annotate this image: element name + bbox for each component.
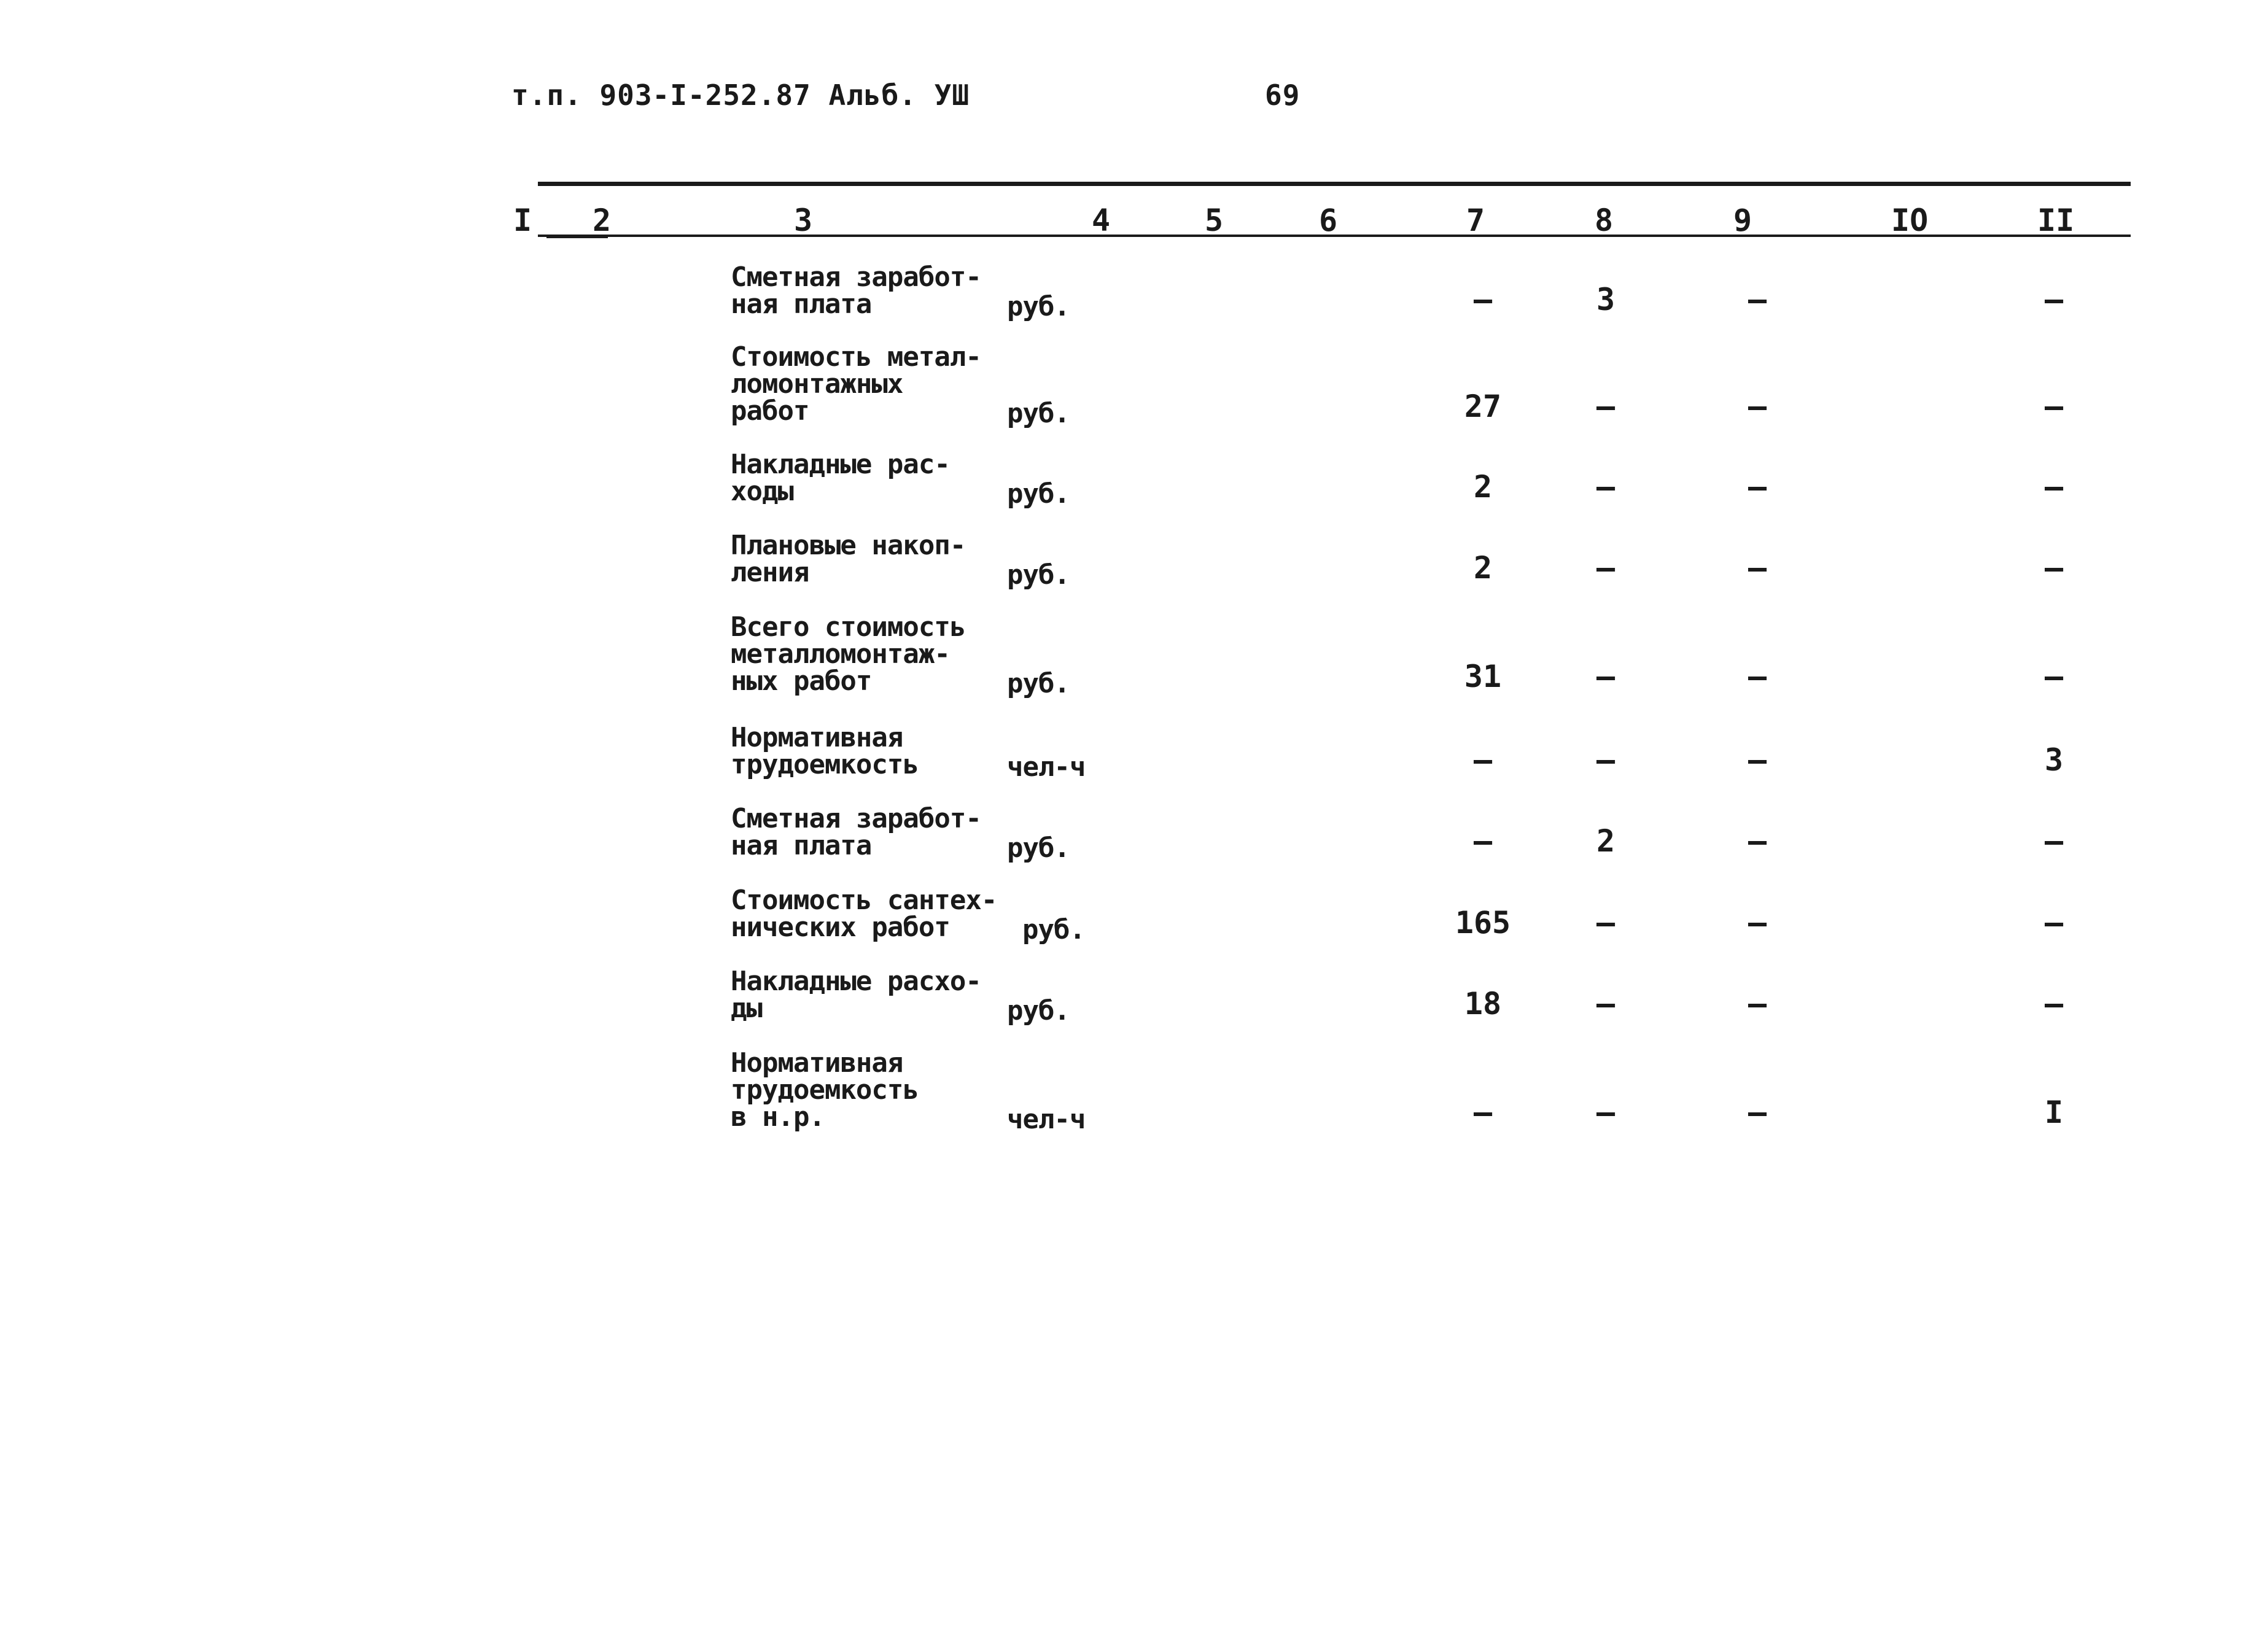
row-5-unit: руб.: [1007, 668, 1070, 699]
row-10-c11: I: [2044, 1095, 2064, 1130]
row-4-c8: –: [1596, 550, 1616, 586]
row-5-c8: –: [1596, 659, 1616, 694]
row-4-c11: –: [2044, 550, 2064, 586]
col-header-1: I: [513, 203, 532, 238]
row-name-line: трудоемкость: [731, 1074, 919, 1106]
row-name-line: ломонтажных: [731, 368, 903, 400]
col-header-9: 9: [1733, 203, 1752, 238]
row-9-unit: руб.: [1007, 995, 1070, 1026]
row-4-name: [731, 532, 1013, 586]
row-name-line: в н.р.: [731, 1101, 825, 1133]
row-6-name: [731, 724, 1013, 778]
row-2-name: [731, 341, 1013, 427]
row-name-line: Накладные расхо-: [731, 966, 981, 997]
row-name-line: ходы: [731, 476, 793, 507]
row-name-line: Нормативная: [731, 722, 903, 753]
row-name-line: ная плата: [731, 289, 872, 320]
row-1-c11: –: [2044, 282, 2064, 317]
row-8-c9: –: [1748, 905, 1767, 940]
row-8-name: [731, 887, 1013, 941]
row-1-unit: руб.: [1007, 291, 1070, 322]
row-9-name: [731, 968, 1013, 1022]
row-3-unit: руб.: [1007, 478, 1070, 510]
row-10-c7: –: [1473, 1095, 1493, 1130]
row-name-line: Сметная заработ-: [731, 262, 981, 293]
row-6-c9: –: [1748, 742, 1767, 778]
document-reference: т.п. 903-I-252.87 Альб. УШ: [511, 79, 970, 112]
row-name-line: ды: [731, 993, 762, 1024]
row-8-c11: –: [2044, 905, 2064, 940]
row-name-line: Нормативная: [731, 1047, 903, 1079]
row-5-name: [731, 611, 1013, 697]
row-10-unit: чел-ч: [1007, 1104, 1086, 1135]
row-6-c11: 3: [2044, 742, 2064, 778]
row-6-unit: чел-ч: [1007, 751, 1086, 783]
row-9-c7: 18: [1464, 986, 1502, 1022]
col-header-5: 5: [1205, 203, 1224, 238]
row-4-unit: руб.: [1007, 559, 1070, 591]
row-2-unit: руб.: [1007, 398, 1070, 429]
row-5-c9: –: [1748, 659, 1767, 694]
row-7-c11: –: [2044, 823, 2064, 859]
col-header-6: 6: [1319, 203, 1338, 238]
row-2-c7: 27: [1464, 389, 1502, 424]
row-name-line: нических работ: [731, 912, 950, 943]
row-3-c8: –: [1596, 469, 1616, 505]
row-10-c8: –: [1596, 1095, 1616, 1130]
row-10-name: [731, 1047, 1013, 1133]
row-7-c9: –: [1748, 823, 1767, 859]
row-2-c8: –: [1596, 389, 1616, 424]
col-header-2: 2: [593, 203, 612, 238]
row-name-line: Плановые накоп-: [731, 530, 966, 561]
row-6-c8: –: [1596, 742, 1616, 778]
row-9-c9: –: [1748, 986, 1767, 1022]
row-name-line: Накладные рас-: [731, 449, 950, 480]
table-top-rule: [538, 182, 2131, 186]
row-8-c7: 165: [1455, 905, 1511, 940]
row-7-unit: руб.: [1007, 832, 1070, 864]
row-1-c7: –: [1473, 282, 1493, 317]
row-8-c8: –: [1596, 905, 1616, 940]
row-name-line: ления: [731, 557, 809, 588]
row-5-c11: –: [2044, 659, 2064, 694]
row-1-c8: 3: [1596, 282, 1616, 317]
row-4-c7: 2: [1473, 550, 1493, 586]
row-name-line: Всего стоимость: [731, 611, 966, 643]
row-2-c11: –: [2044, 389, 2064, 424]
row-1-name: [731, 264, 1013, 318]
row-9-c11: –: [2044, 986, 2064, 1022]
page-number: 69: [1265, 79, 1301, 112]
row-7-name: [731, 805, 1013, 859]
col-header-4: 4: [1092, 203, 1111, 238]
row-name-line: работ: [731, 395, 809, 427]
row-7-c8: 2: [1596, 823, 1616, 859]
row-7-c7: –: [1473, 823, 1493, 859]
row-name-line: Стоимость сантех-: [731, 885, 997, 916]
row-3-name: [731, 451, 1013, 505]
row-name-line: трудоемкость: [731, 749, 919, 780]
col-header-3: 3: [794, 203, 813, 238]
row-6-c7: –: [1473, 742, 1493, 778]
col-header-10: IO: [1891, 203, 1929, 238]
row-3-c11: –: [2044, 469, 2064, 505]
row-1-c9: –: [1748, 282, 1767, 317]
row-3-c9: –: [1748, 469, 1767, 505]
row-name-line: ных работ: [731, 665, 872, 697]
row-8-unit: руб.: [1022, 914, 1085, 945]
col-header-7: 7: [1466, 203, 1485, 238]
row-5-c7: 31: [1464, 659, 1502, 694]
row-name-line: Сметная заработ-: [731, 803, 981, 834]
row-2-c9: –: [1748, 389, 1767, 424]
col-header-8: 8: [1595, 203, 1614, 238]
row-10-c9: –: [1748, 1095, 1767, 1130]
row-name-line: ная плата: [731, 830, 872, 861]
row-name-line: Стоимость метал-: [731, 341, 981, 373]
row-4-c9: –: [1748, 550, 1767, 586]
row-9-c8: –: [1596, 986, 1616, 1022]
row-3-c7: 2: [1473, 469, 1493, 505]
row-name-line: металломонтаж-: [731, 638, 950, 670]
col-header-11: II: [2037, 203, 2075, 238]
